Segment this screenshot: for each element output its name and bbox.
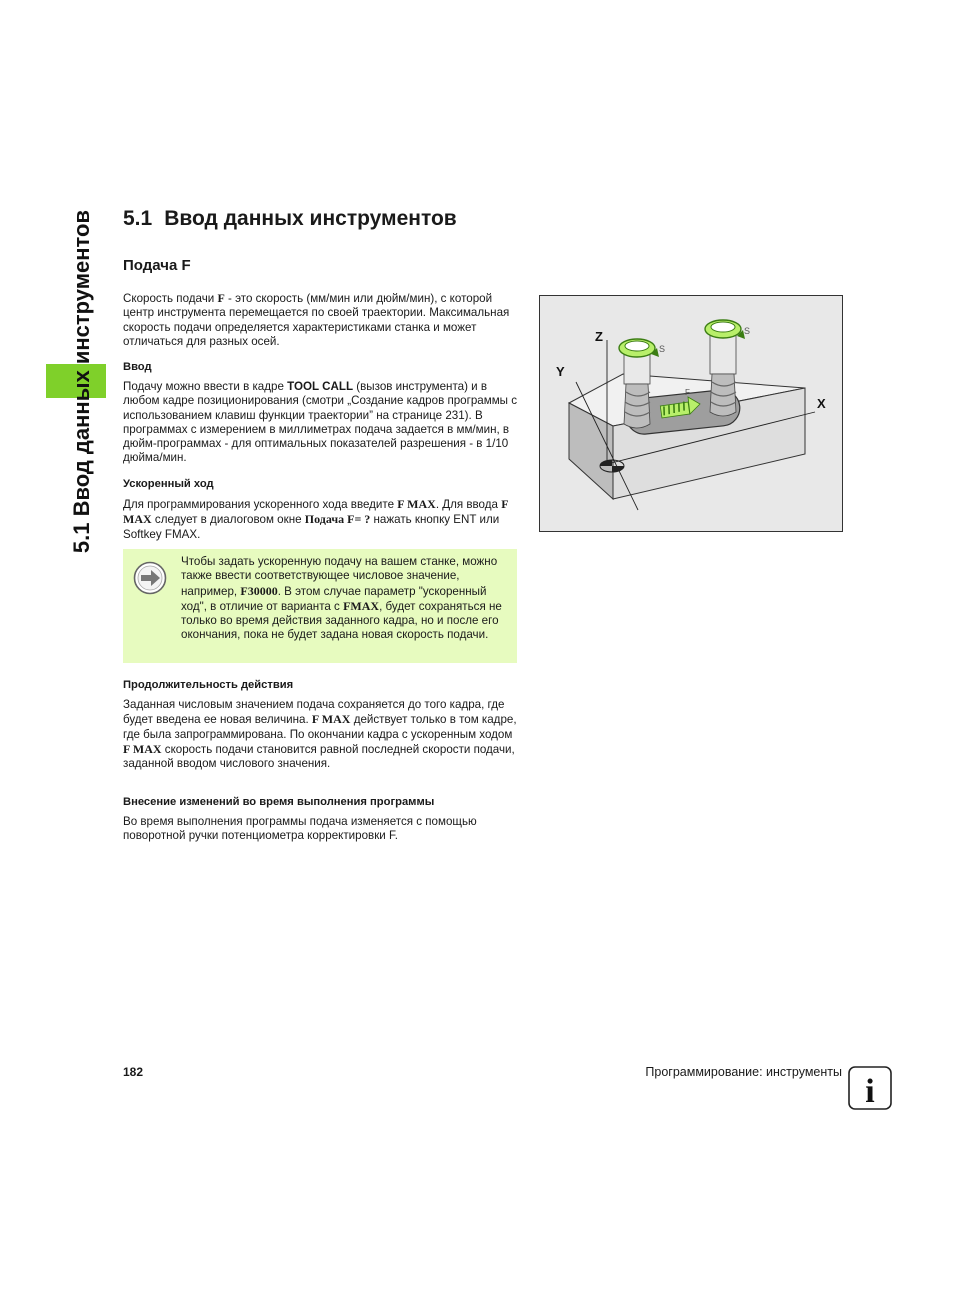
- feed-illustration: [539, 295, 843, 532]
- chapter-title: Программирование: инструменты: [645, 1065, 842, 1079]
- input-heading: Ввод: [123, 361, 152, 373]
- section-heading: [123, 207, 457, 231]
- change-heading: Внесение изменений во время выполнения программы: [123, 796, 435, 808]
- section-number: 5.1: [123, 207, 153, 230]
- page-number: 182: [123, 1065, 144, 1079]
- spindle-label-right: S: [744, 326, 751, 336]
- sidebar-section-label: 5.1 Ввод данных инструментов: [69, 210, 94, 554]
- input-paragraph: Подачу можно ввести в кадре TOOL CALL (вызов инструмента) и в любом кадре позиционирования (смотри „Создание кадров программы с использованием клавиш функции траектории” на странице 231). В программах с измерением в миллиметрах подача задается в мм/мин, в дюйм-программах - для оптимальных показателей разрешения - в 1/10 дюйма/мин.: [123, 380, 518, 465]
- arrow-right-icon: [133, 561, 167, 600]
- rapid-paragraph: Для программирования ускоренного хода введите F MAX. Для ввода F MAX следует в диалоговом окне Подача F= ? нажать кнопку ENT или Softkey FMAX.: [123, 497, 509, 541]
- duration-paragraph: Заданная числовым значением подача сохраняется до того кадра, где будет введена ее новая величина. F MAX действует только в том кадре, где была запрограммирована. По окончании кадра с ускоренным ходом F MAX скорость подачи становится равной последней скорости подачи, заданной вводом числового значения.: [123, 698, 517, 771]
- note-text: Чтобы задать ускоренную подачу на вашем станке, можно также ввести соответствующее числовое значение, например, F30000. В этом случае параметр "ускоренный ход", в отличие от варианта с FMAX, будет сохраняться не только во время действия заданного кадра, но и после его окончания, пока не будет задана новая скорость подачи.: [181, 555, 502, 642]
- subsection-title: Подача F: [123, 257, 191, 274]
- change-paragraph: Во время выполнения программы подача изменяется с помощью поворотной ручки потенциометра корректировки F.: [123, 815, 477, 843]
- axis-x-label: X: [817, 396, 826, 411]
- note-box: [123, 549, 517, 663]
- duration-heading: Продолжительность действия: [123, 679, 294, 691]
- axis-z-label: Z: [595, 329, 603, 344]
- rapid-heading: Ускоренный ход: [123, 478, 214, 490]
- section-title: Ввод данных инструментов: [164, 207, 457, 230]
- spindle-label-left: S: [659, 344, 666, 354]
- info-icon: [848, 1066, 892, 1110]
- intro-paragraph: Скорость подачи F - это скорость (мм/мин или дюйм/мин), с которой центр инструмента перемещается по своей траектории. Максимальная скорость подачи определяется характеристиками станка и может отличаться для разных осей.: [123, 291, 510, 348]
- feed-label: F: [685, 388, 690, 397]
- axis-y-label: Y: [556, 364, 565, 379]
- svg-text:i: i: [865, 1073, 875, 1110]
